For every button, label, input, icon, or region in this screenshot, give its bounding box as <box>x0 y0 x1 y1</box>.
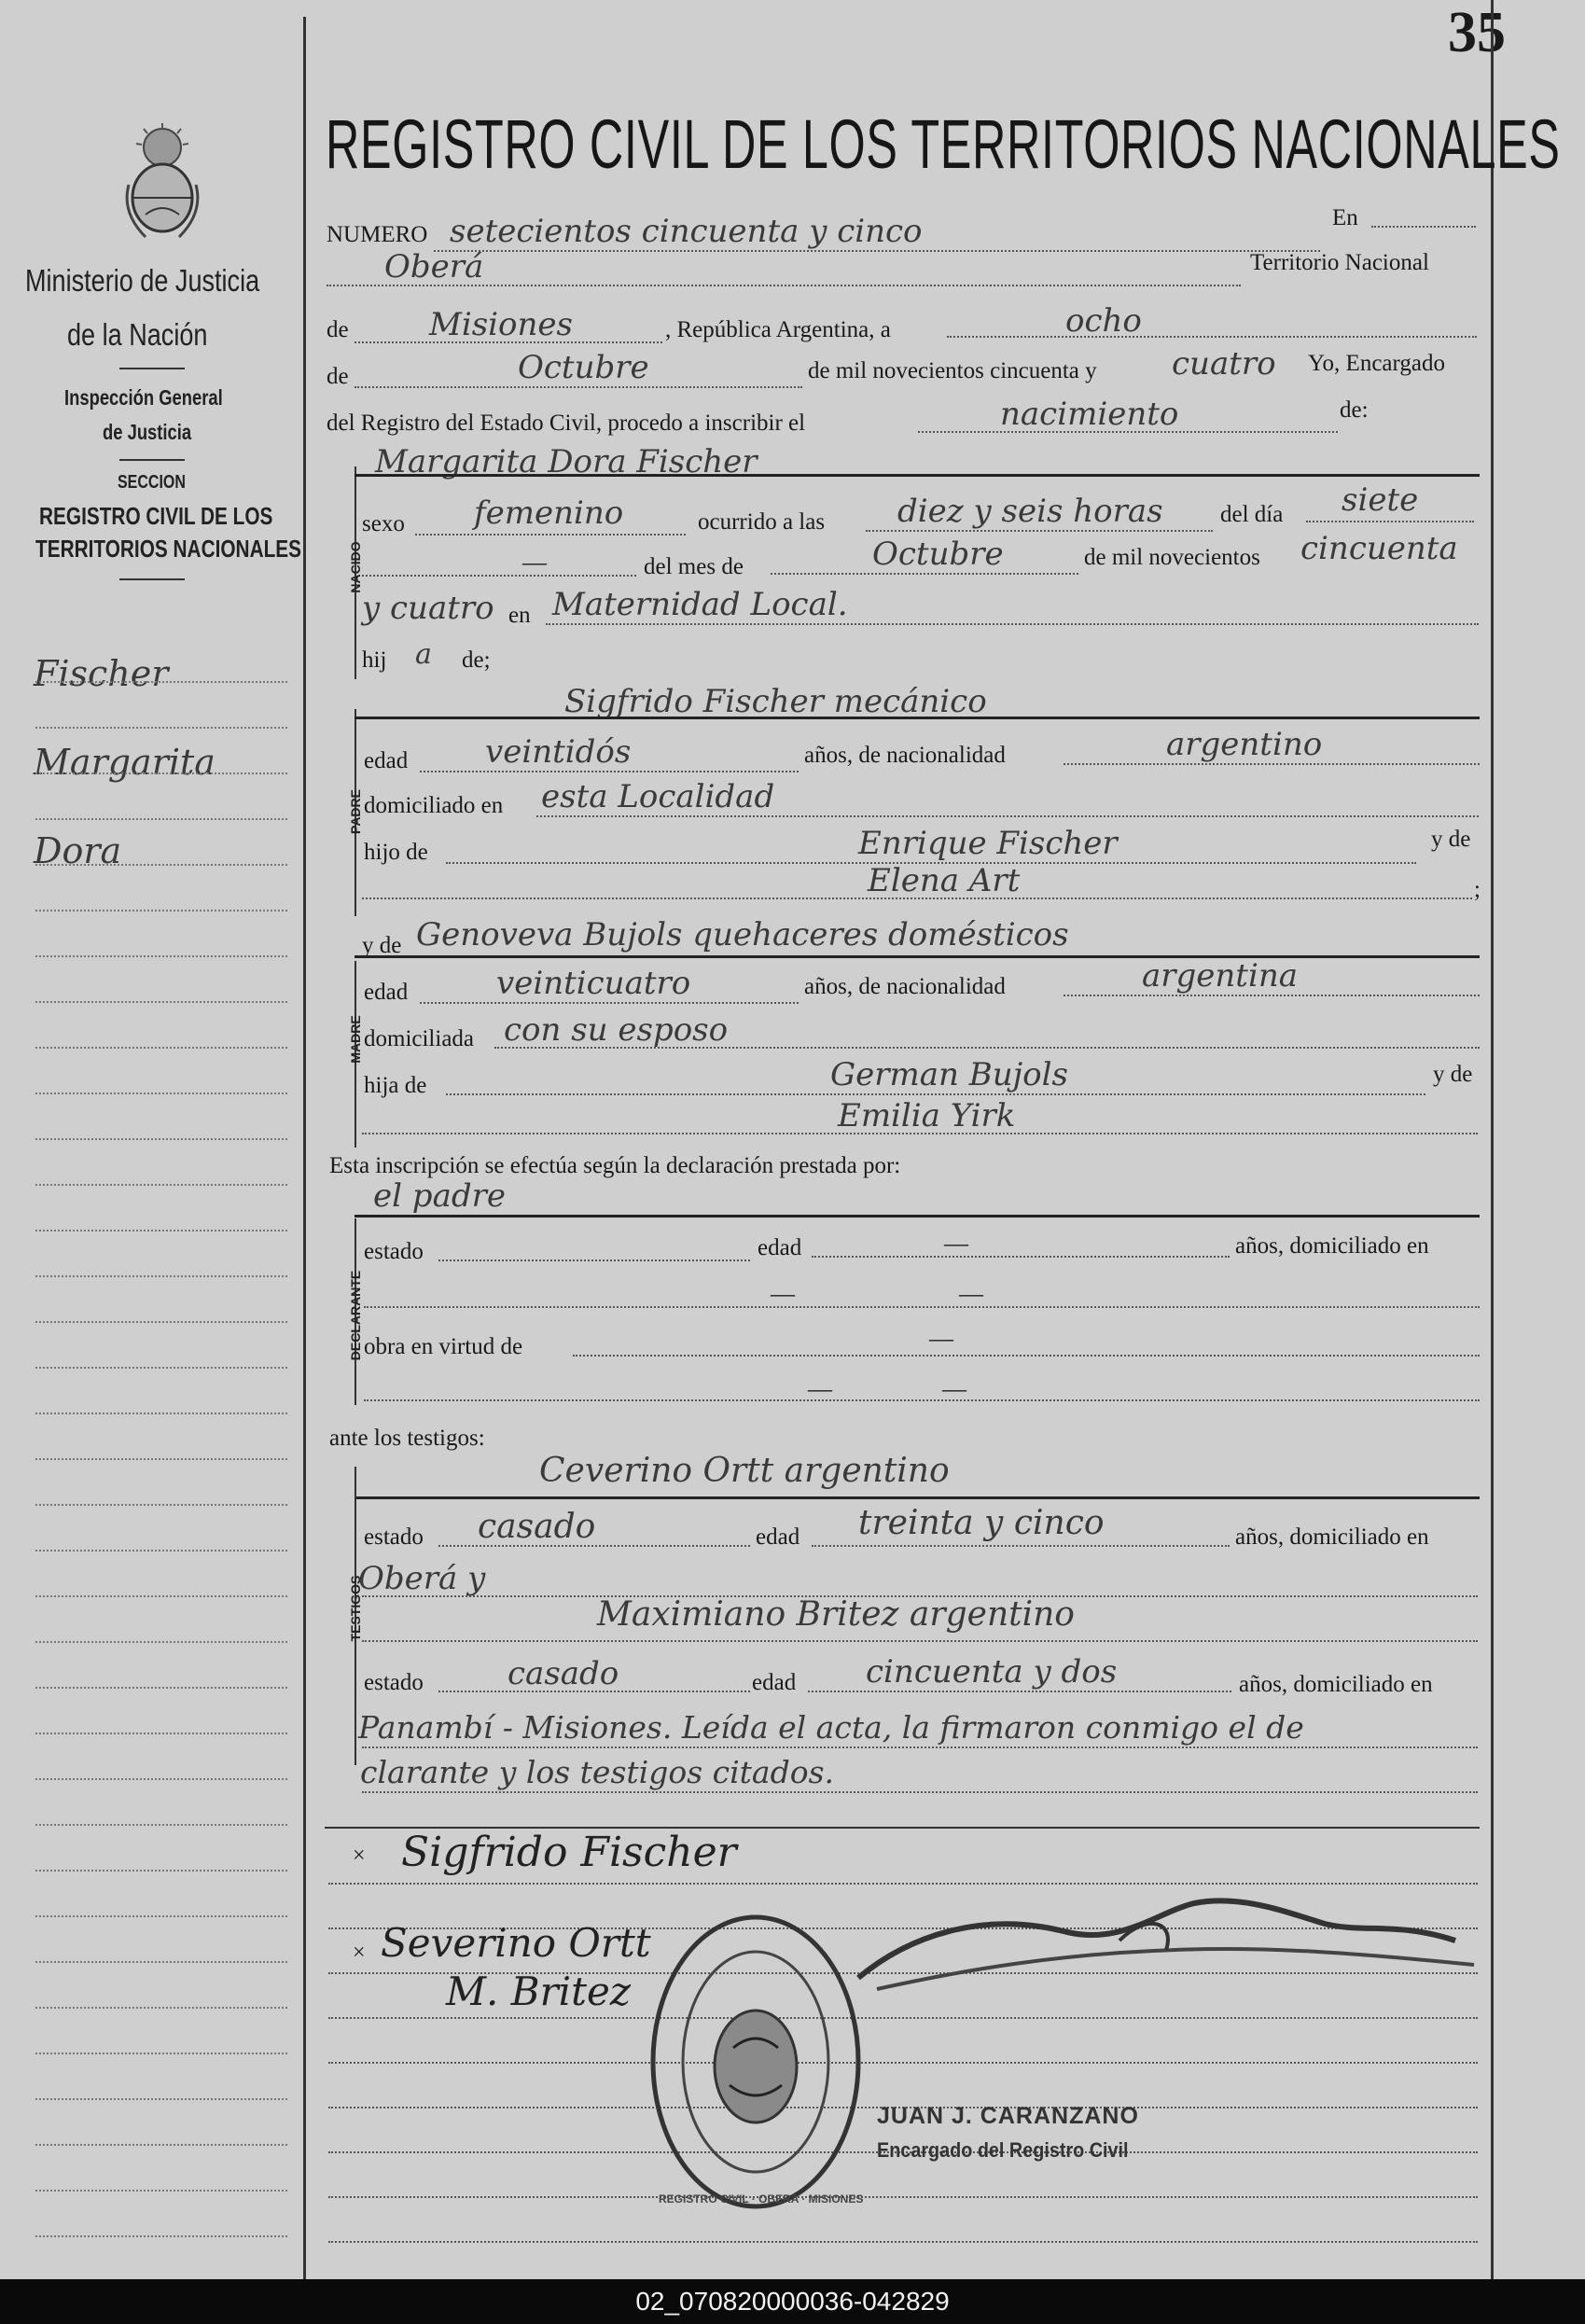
inspection-line1: Inspección General <box>64 385 223 410</box>
place-line <box>546 623 1479 625</box>
margin-ruled-line <box>35 681 287 683</box>
witness2-dom-value2: clarante y los testigos citados. <box>360 1754 835 1790</box>
madre-dom-value: con su esposo <box>504 1011 729 1049</box>
padre-nac-label: años, de nacionalidad <box>804 743 1006 768</box>
margin-ruled-line <box>35 1504 287 1506</box>
padre-top-rule <box>355 717 1480 719</box>
seccion-label: SECCION <box>118 472 186 493</box>
margin-ruled-line <box>35 1230 287 1232</box>
witness2-estado-value: casado <box>507 1655 619 1692</box>
nacido-section-label: NACIDO <box>348 541 363 593</box>
madre-nac-label: años, de nacionalidad <box>804 974 1006 999</box>
declarante-estado-line <box>438 1259 750 1261</box>
madre-mother-value: Emilia Yirk <box>838 1097 1016 1134</box>
registro-line2: TERRITORIOS NACIONALES <box>35 535 302 563</box>
margin-ruled-line <box>35 1733 287 1734</box>
testigos-top-rule <box>355 1496 1480 1499</box>
en-line <box>1371 226 1476 228</box>
madre-yde-label: y de <box>362 933 402 958</box>
margin-ruled-line <box>35 2053 287 2054</box>
dash-line <box>362 575 636 577</box>
margin-ruled-line <box>35 1047 287 1049</box>
margin-ruled-line <box>35 772 287 774</box>
margin-ruled-line <box>35 2007 287 2009</box>
day-line <box>947 336 1477 338</box>
padre-edad-value: veintidós <box>485 733 632 771</box>
nacido-name: Margarita Dora Fischer <box>375 443 758 480</box>
image-id-footer: 02_070820000036-042829 <box>0 2279 1585 2324</box>
witness2-name: Maximiano Britez argentino <box>597 1595 1075 1634</box>
official-title: Encargado del Registro Civil <box>877 2138 1129 2162</box>
madre-dom-label: domiciliada <box>364 1026 475 1051</box>
witness2-name-line <box>362 1640 1478 1642</box>
mil-label: de mil novecientos <box>1084 545 1260 570</box>
nacido-year-value1: cincuenta <box>1300 530 1458 567</box>
witness2-edad-line <box>808 1691 1231 1692</box>
nacido-month-value: Octubre <box>872 536 1004 573</box>
madre-edad-line <box>420 1002 799 1004</box>
padre-father-value: Enrique Fischer <box>858 825 1118 862</box>
signature-x-mark: × <box>353 1941 366 1965</box>
numero-label: NUMERO <box>327 222 428 247</box>
ministry-line2: de la Nación <box>67 317 208 352</box>
madre-nac-line <box>1064 995 1480 996</box>
nacido-top-rule <box>355 474 1480 477</box>
sidebar-rule <box>119 368 185 369</box>
witness1-dom-value: Oberá y <box>358 1560 486 1597</box>
margin-ruled-line <box>35 2144 287 2146</box>
signature-ruled-line <box>328 2241 1478 2243</box>
sexo-line <box>415 534 686 536</box>
testigos-intro: ante los testigos: <box>329 1426 485 1451</box>
month-line <box>355 386 802 388</box>
margin-given-name1: Margarita <box>34 742 216 783</box>
witness2-edad-value: cincuenta y dos <box>866 1653 1118 1691</box>
signature-sigfrido: Sigfrido Fischer <box>401 1829 737 1876</box>
signature-britez: M. Britez <box>446 1969 631 2014</box>
margin-ruled-line <box>35 1915 287 1917</box>
margin-ruled-line <box>35 1367 287 1369</box>
witness1-name: Ceverino Ortt argentino <box>539 1452 950 1490</box>
margin-given-name2: Dora <box>34 830 122 871</box>
sidebar-rule <box>119 578 185 580</box>
declarante-dash: — <box>771 1280 795 1307</box>
padre-nac-line <box>1064 763 1480 765</box>
signature-ortt: Severino Ortt <box>381 1920 651 1966</box>
dia-line <box>1306 521 1474 522</box>
sexo-label: sexo <box>362 511 405 536</box>
hour-line <box>866 530 1213 532</box>
margin-ruled-line <box>35 1595 287 1597</box>
madre-top-rule <box>355 955 1480 958</box>
ocurrido-label: ocurrido a las <box>698 509 826 535</box>
margin-ruled-line <box>35 1458 287 1460</box>
declarante-edad-line <box>812 1256 1230 1258</box>
testigos-bottom-line <box>362 1791 1478 1793</box>
declarante-top-rule <box>355 1215 1480 1218</box>
margin-ruled-line <box>35 1687 287 1689</box>
margin-ruled-line <box>35 1001 287 1003</box>
witness1-estado-label: estado <box>364 1524 424 1550</box>
stamp-text: REGISTRO CIVIL · OBERA · MISIONES <box>659 2192 864 2206</box>
madre-father-value: German Bujols <box>830 1056 1068 1093</box>
padre-nac-value: argentino <box>1166 726 1323 763</box>
numero-value: setecientos cincuenta y cinco <box>450 213 923 250</box>
hij-value: a <box>415 638 432 671</box>
margin-ruled-line <box>35 1321 287 1323</box>
padre-section-label: PADRE <box>348 789 363 834</box>
witness1-edad-value: treinta y cinco <box>858 1504 1105 1542</box>
madre-hija-label: hija de <box>364 1073 427 1098</box>
mes-line <box>771 573 1078 575</box>
registro-label: del Registro del Estado Civil, procedo a inscribir el <box>327 411 806 436</box>
declarante-estado-label: estado <box>364 1239 424 1264</box>
hij-label: hij <box>362 647 387 673</box>
testigos-section-label: TESTIGOS <box>348 1575 363 1642</box>
margin-ruled-line <box>35 1412 287 1414</box>
witness1-anos-label: años, domiciliado en <box>1235 1524 1429 1550</box>
madre-nac-value: argentina <box>1142 957 1299 995</box>
padre-dom-value: esta Localidad <box>541 778 775 815</box>
margin-ruled-line <box>35 1824 287 1826</box>
padre-semicolon: ; <box>1474 877 1481 902</box>
margin-ruled-line <box>35 1870 287 1872</box>
declarante-intro: Esta inscripción se efectúa según la declaración prestada por: <box>329 1153 901 1178</box>
sexo-value: femenino <box>474 494 624 532</box>
margin-ruled-line <box>35 1778 287 1780</box>
del-dia-label: del día <box>1220 502 1284 527</box>
inspection-line2: de Justicia <box>103 420 192 444</box>
signature-ruled-line <box>328 2017 1478 2019</box>
place-value: Oberá <box>384 248 484 285</box>
en-label: en <box>508 603 531 628</box>
witness2-anos-label: años, domiciliado en <box>1239 1672 1433 1697</box>
official-signature-scribble <box>840 1875 1493 2015</box>
padre-mother-value: Elena Art <box>868 862 1021 899</box>
margin-ruled-line <box>35 727 287 729</box>
declarante-dash: — <box>942 1375 966 1402</box>
margin-ruled-line <box>35 1641 287 1643</box>
padre-hijo-label: hijo de <box>364 840 428 865</box>
witness1-estado-value: casado <box>478 1508 596 1546</box>
declarante-dash: — <box>959 1280 983 1307</box>
registro-line1: REGISTRO CIVIL DE LOS <box>39 502 273 530</box>
nacido-day-value: siete <box>1342 481 1419 519</box>
padre-edad-label: edad <box>364 748 409 773</box>
territory-value: Misiones <box>429 306 573 343</box>
padre-dom-label: domiciliado en <box>364 793 504 818</box>
encargado-label: Yo, Encargado <box>1308 351 1445 376</box>
official-name: JUAN J. CARANZANO <box>877 2103 1139 2129</box>
witness2-dom-value: Panambí - Misiones. Leída el acta, la firmaron conmigo el de <box>358 1709 1304 1746</box>
declarante-dash: — <box>929 1325 953 1352</box>
madre-edad-label: edad <box>364 980 409 1005</box>
numero-line <box>434 250 1320 252</box>
declarante-anos-label: años, domiciliado en <box>1235 1233 1429 1259</box>
signature-ruled-line <box>328 2196 1478 2198</box>
margin-divider <box>303 17 306 2279</box>
margin-ruled-line <box>35 1961 287 1963</box>
padre-dom-line <box>536 815 1479 817</box>
margin-ruled-line <box>35 1184 287 1186</box>
signature-x-mark: × <box>353 1844 366 1868</box>
padre-yde-label: y de <box>1431 827 1471 852</box>
declarante-edad-label: edad <box>758 1235 802 1260</box>
nacido-year-value2: y cuatro <box>362 590 494 627</box>
madre-section-label: MADRE <box>348 1015 363 1064</box>
declarante-dash: — <box>944 1230 968 1257</box>
hij-de-label: de; <box>462 647 491 673</box>
madre-yde2-label: y de <box>1433 1062 1473 1087</box>
margin-ruled-line <box>35 910 287 912</box>
month-value: Octubre <box>518 349 649 386</box>
madre-hija-line <box>446 1093 1425 1095</box>
territorio-label: Territorio Nacional <box>1250 250 1429 275</box>
declarante-section-label: DECLARANTE <box>348 1270 363 1361</box>
hour-value: diez y seis horas <box>897 493 1163 530</box>
witness2-dom-line <box>362 1746 1478 1748</box>
margin-ruled-line <box>35 864 287 866</box>
year-label: de mil novecientos cincuenta y <box>808 358 1097 383</box>
republica-label: , República Argentina, a <box>665 317 891 342</box>
margin-ruled-line <box>35 1138 287 1140</box>
dash-value: — <box>522 549 547 576</box>
madre-edad-value: veinticuatro <box>496 965 691 1002</box>
margin-ruled-line <box>35 2098 287 2100</box>
de-colon-label: de: <box>1340 397 1369 423</box>
signature-ruled-line <box>328 2062 1478 2064</box>
margin-ruled-line <box>35 1550 287 1552</box>
coat-of-arms-icon <box>119 121 205 244</box>
de-label: de <box>327 317 349 342</box>
page-title: REGISTRO CIVIL DE LOS TERRITORIOS NACIONALES <box>326 105 1561 183</box>
year-value: cuatro <box>1172 345 1276 383</box>
declarante-bottom-line <box>364 1399 1480 1401</box>
page-number: 35 <box>1448 1 1506 64</box>
nacido-place-value: Maternidad Local. <box>552 586 848 623</box>
margin-ruled-line <box>35 1092 287 1094</box>
declarante-dash: — <box>808 1375 832 1402</box>
padre-name: Sigfrido Fischer mecánico <box>564 683 987 720</box>
witness2-edad-label: edad <box>752 1670 797 1695</box>
obra-line <box>573 1355 1480 1357</box>
ministry-line1: Ministerio de Justicia <box>25 263 260 298</box>
day-value: ocho <box>1065 302 1142 340</box>
margin-ruled-line <box>35 2190 287 2192</box>
margin-ruled-line <box>35 1275 287 1277</box>
declarante-dom-line <box>364 1306 1480 1308</box>
witness1-edad-line <box>812 1545 1230 1547</box>
declarante-value: el padre <box>373 1177 506 1215</box>
margin-ruled-line <box>35 818 287 820</box>
margin-ruled-line <box>35 2235 287 2237</box>
en-label: En <box>1332 205 1358 230</box>
madre-name: Genoveva Bujols quehaceres domésticos <box>416 916 1069 953</box>
registry-stamp <box>644 1908 868 2216</box>
del-mes-label: del mes de <box>644 554 744 579</box>
de-label: de <box>327 364 349 389</box>
witness2-estado-label: estado <box>364 1670 424 1695</box>
margin-surname: Fischer <box>34 653 169 694</box>
witness1-edad-label: edad <box>756 1524 800 1550</box>
margin-ruled-line <box>35 955 287 957</box>
sidebar-rule <box>119 459 185 461</box>
padre-edad-line <box>420 771 799 772</box>
act-value: nacimiento <box>1000 396 1179 433</box>
obra-label: obra en virtud de <box>364 1334 523 1359</box>
